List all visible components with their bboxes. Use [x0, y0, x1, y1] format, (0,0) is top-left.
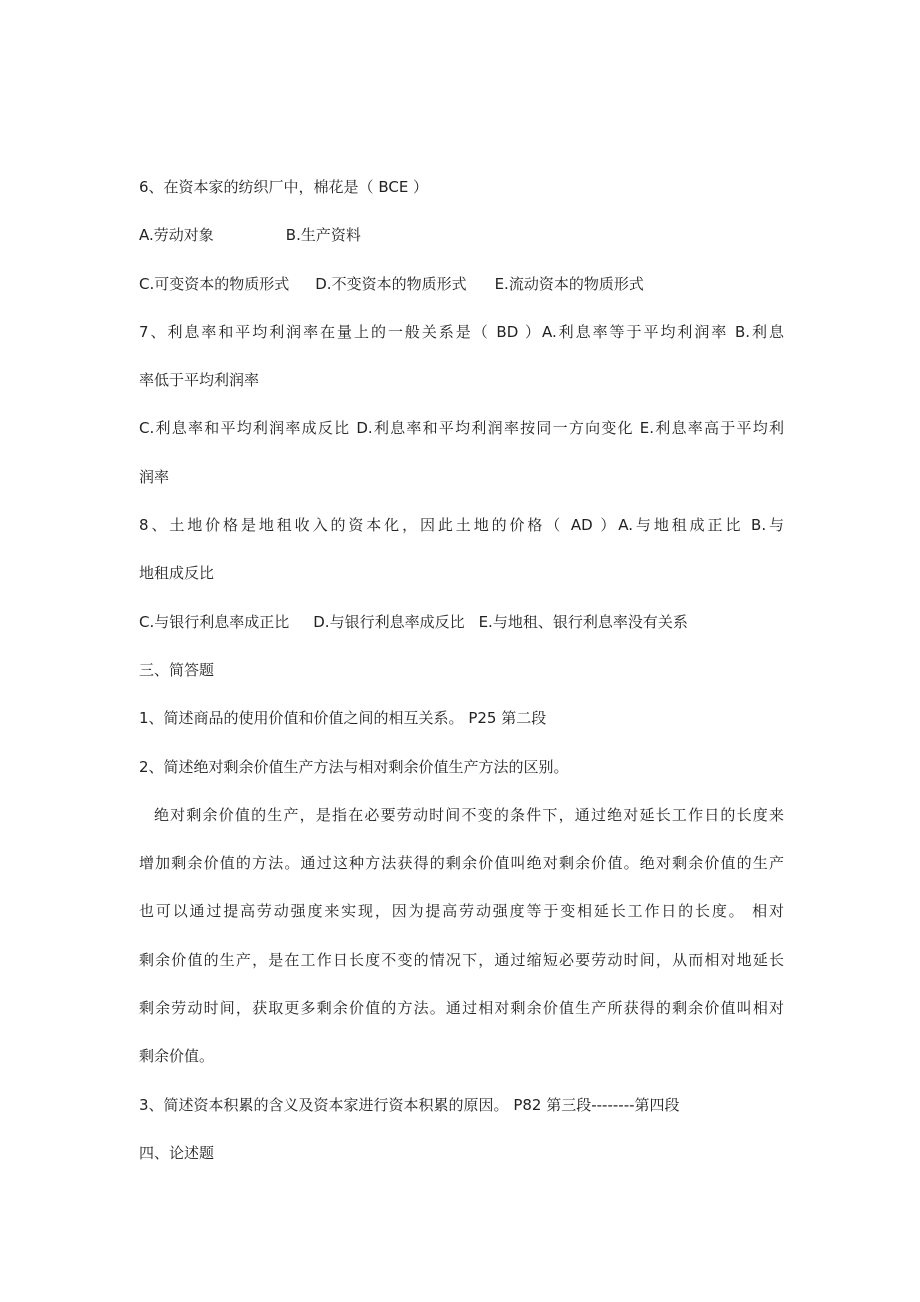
q7-line-1: 7、利息率和平均利润率在量上的一般关系是（ BD ）A.利息率等于平均利润率 B.利息 [139, 322, 784, 341]
answer-paragraph-line-1: 绝对剩余价值的生产，是指在必要劳动时间不变的条件下，通过绝对延长工作日的长度来 [154, 805, 784, 824]
q7-line-2: 率低于平均利润率 [139, 371, 260, 390]
q8-option-d: D.与银行利息率成反比 [313, 612, 465, 631]
section-3-heading: 三、简答题 [139, 660, 215, 679]
short-answer-1: 1、简述商品的使用价值和价值之间的相互关系。 P25 第二段 [139, 709, 547, 728]
q8-option-e: E.与地租、银行利息率没有关系 [478, 612, 688, 631]
q7-line-3: C.利息率和平均利润率成反比 D.利息率和平均利润率按同一方向变化 E.利息率高于平均利 [139, 419, 784, 438]
short-answer-2: 2、简述绝对剩余价值生产方法与相对剩余价值生产方法的区别。 [139, 757, 569, 776]
q6-option-b: B.生产资料 [285, 226, 361, 245]
q6-options-ab [139, 211, 784, 259]
q8-line-1: 8、土地价格是地租收入的资本化，因此土地的价格（ AD ）A.与地租成正比 B.与 [139, 516, 784, 535]
answer-paragraph-line-3: 也可以通过提高劳动强度来实现，因为提高劳动强度等于变相延长工作日的长度。 相对 [139, 902, 784, 921]
q7-line-4: 润率 [139, 467, 170, 486]
answer-paragraph-line-4: 剩余价值的生产，是在工作日长度不变的情况下，通过缩短必要劳动时间，从而相对地延长 [139, 950, 784, 969]
answer-paragraph-line-2: 增加剩余价值的方法。通过这种方法获得的剩余价值叫绝对剩余价值。绝对剩余价值的生产 [139, 854, 784, 873]
section-4-heading: 四、论述题 [139, 1143, 215, 1162]
short-answer-3: 3、简述资本积累的含义及资本家进行资本积累的原因。 P82 第三段--------第四段 [139, 1095, 680, 1114]
answer-paragraph-line-6: 剩余价值。 [139, 1047, 215, 1066]
answer-paragraph-line-5: 剩余劳动时间，获取更多剩余价值的方法。通过相对剩余价值生产所获得的剩余价值叫相对 [139, 999, 784, 1018]
q6-option-a: A.劳动对象 [139, 226, 214, 245]
q8-options-cde [139, 598, 784, 646]
q6-option-c: C.可变资本的物质形式 [139, 274, 290, 293]
q8-line-2: 地租成反比 [139, 564, 215, 583]
q6-option-d: D.不变资本的物质形式 [315, 274, 467, 293]
q6-stem: 6、在资本家的纺织厂中，棉花是（ BCE ） [139, 178, 429, 196]
q6-option-e: E.流动资本的物质形式 [494, 274, 644, 293]
q8-option-c: C.与银行利息率成正比 [139, 612, 290, 631]
document-page [139, 163, 784, 1177]
q6-options-cde [139, 260, 784, 308]
